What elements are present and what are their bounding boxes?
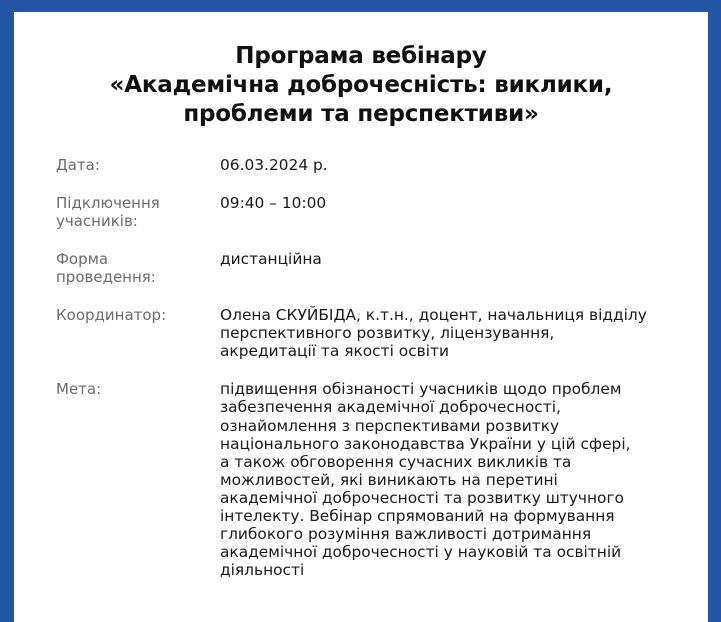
coordinator-value: Олена СКУЙБІДА, к.т.н., доцент, начальниця відділу перспективного розвитку, ліцензування, акредитації та якості освіти bbox=[220, 306, 647, 361]
goal-value: підвищення обізнаності учасників щодо проблем забезпечення академічної доброчесності, ознайомлення з перспективами розвитку національного законодавства України у цій сфері, а також обговорення сучасних викликів та можливостей, які виникають на перетині академічної доброчесності та розвитку штучного інтелекту. Вебінар спрямований на формування глибокого розуміння важливості дотримання академічної доброчесності у науковій та освітній діяльності bbox=[220, 380, 631, 580]
coordinator-label: Координатор: bbox=[56, 306, 167, 325]
row-coordinator bbox=[56, 306, 696, 360]
row-goal bbox=[56, 380, 696, 579]
title-line-1: Програма вебінару bbox=[235, 43, 487, 69]
row-date bbox=[56, 156, 696, 174]
format-label: Форма проведення: bbox=[56, 250, 156, 287]
goal-label: Мета: bbox=[56, 380, 102, 399]
program-details bbox=[56, 156, 696, 599]
date-value: 06.03.2024 р. bbox=[220, 156, 328, 174]
page-title bbox=[14, 42, 708, 129]
row-connection bbox=[56, 194, 696, 230]
row-format bbox=[56, 250, 696, 286]
connection-value: 09:40 – 10:00 bbox=[220, 194, 327, 213]
program-page bbox=[14, 12, 708, 622]
title-line-3: проблеми та перспективи» bbox=[183, 101, 539, 127]
date-label: Дата: bbox=[56, 156, 100, 174]
title-line-2: «Академічна доброчесність: виклики, bbox=[109, 72, 613, 98]
connection-label: Підключення учасників: bbox=[56, 194, 160, 231]
format-value: дистанційна bbox=[220, 250, 322, 269]
